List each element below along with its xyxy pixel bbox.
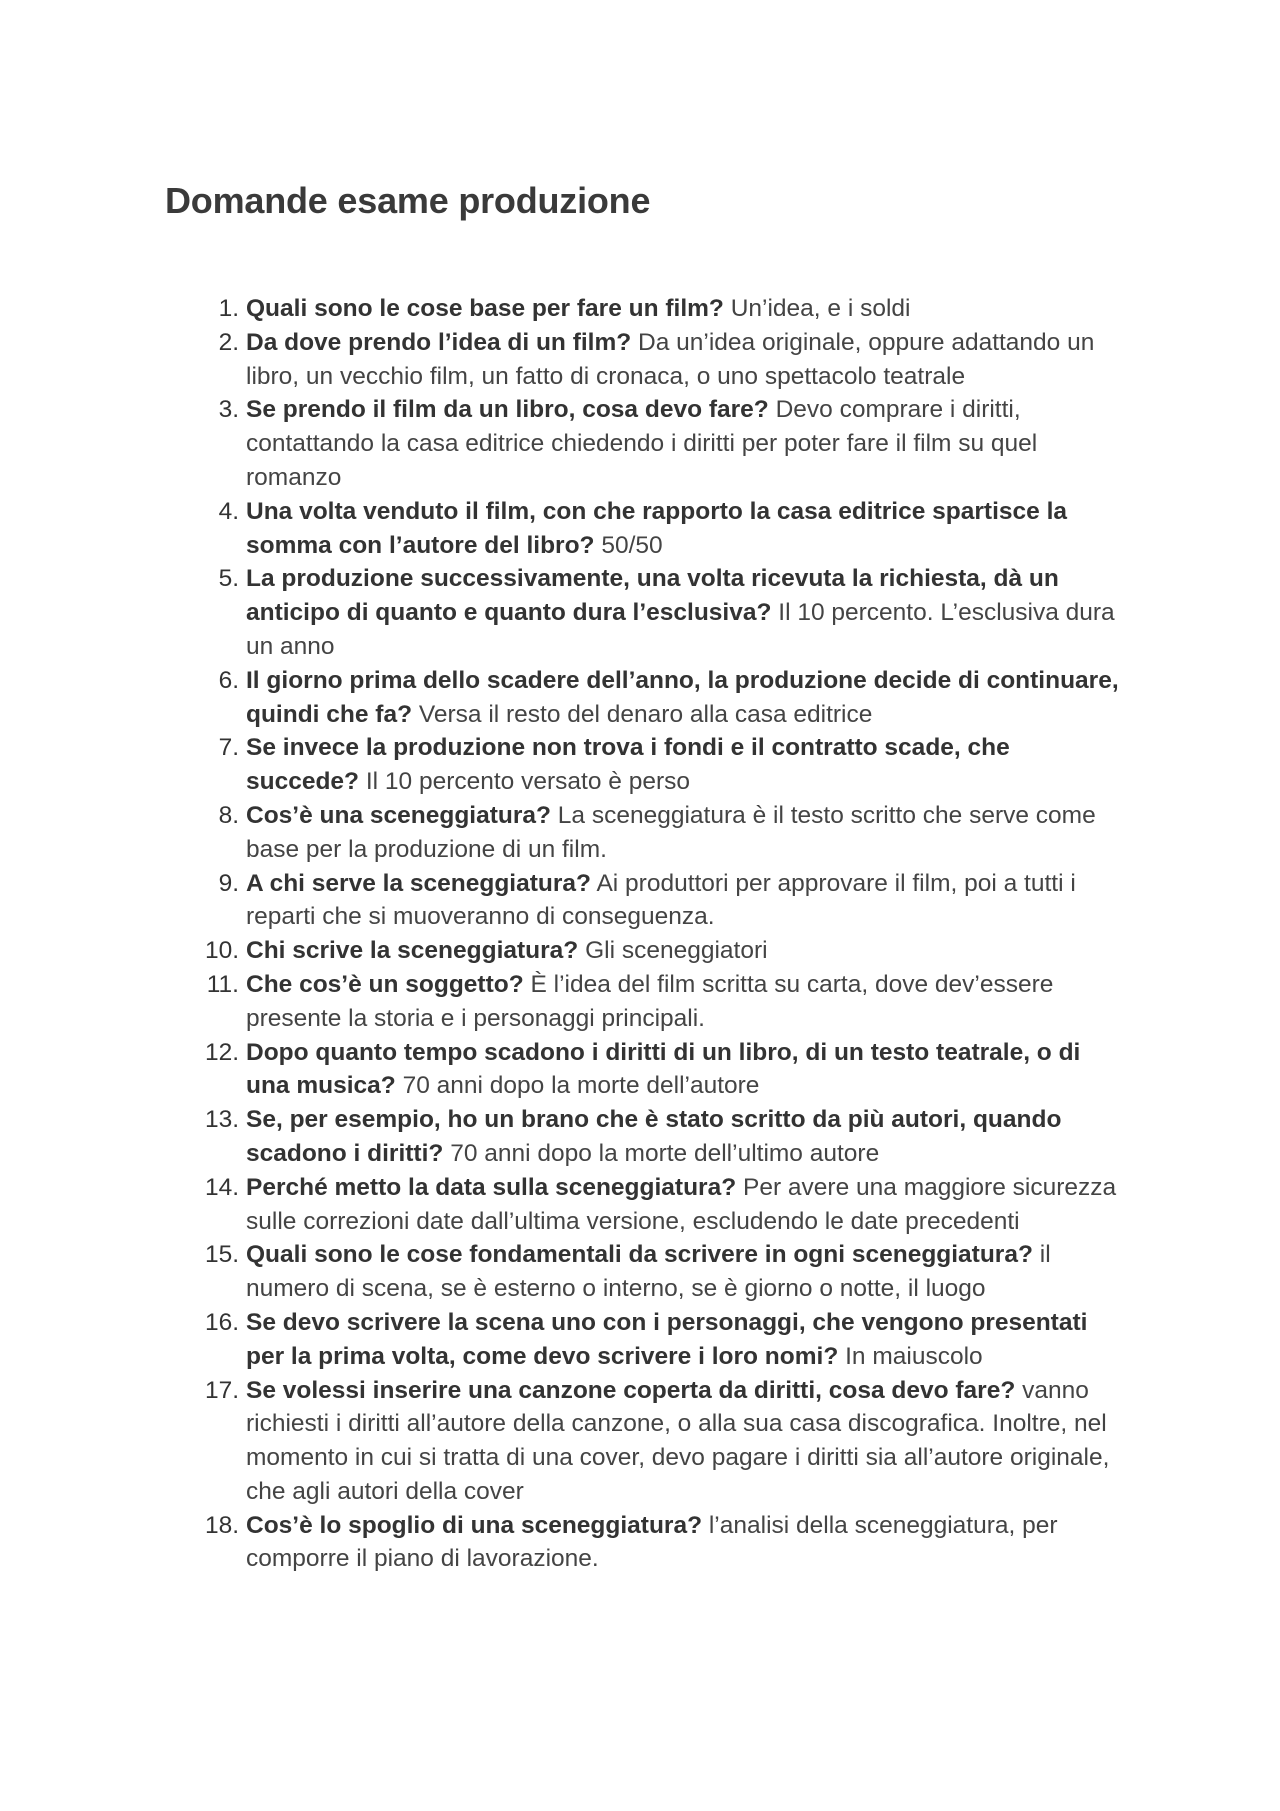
item-number: 2.: [218, 328, 239, 356]
item-number: 9.: [218, 869, 239, 897]
list-item: [218, 664, 1126, 732]
question-text: Se prendo il film da un libro, cosa devo fare?: [246, 396, 769, 424]
question-text: Dopo quanto tempo scadono i diritti di un libro, di un testo teatrale, o di una musica?: [246, 1038, 1081, 1100]
item-number: 17.: [204, 1376, 239, 1404]
answer-text: Versa il resto del denaro alla casa editrice: [418, 700, 873, 728]
item-number: 6.: [218, 666, 239, 694]
list-item: [204, 1171, 1126, 1239]
question-text: Quali sono le cose base per fare un film?: [246, 295, 724, 322]
item-number: 10.: [204, 937, 239, 965]
answer-text: In maiuscolo: [845, 1342, 983, 1370]
question-text: Se invece la produzione non trova i fondi e il contratto scade, che succede?: [246, 734, 1010, 796]
list-item: [218, 393, 1126, 494]
list-item: [218, 731, 1126, 799]
question-text: Il giorno prima dello scadere dell’anno, la produzione decide di continuare, quindi che fa?: [246, 666, 1119, 728]
list-item: [206, 968, 1126, 1036]
item-number: 15.: [204, 1241, 239, 1269]
list-item: [204, 1509, 1126, 1577]
answer-text: Gli sceneggiatori: [585, 937, 768, 965]
answer-text: Da un’idea originale, oppure adattando un libro, un vecchio film, un fatto di cronaca, o uno spettacolo teatrale: [246, 328, 1095, 390]
list-item: [218, 326, 1126, 394]
item-number: 8.: [218, 801, 239, 829]
page-title: Domande esame produzione: [165, 180, 651, 221]
list-item: [204, 1238, 1126, 1306]
answer-text: La sceneggiatura è il testo scritto che serve come base per la produzione di un film.: [246, 801, 1096, 863]
item-number: 7.: [218, 734, 239, 762]
item-number: 16.: [204, 1308, 239, 1336]
list-item: [218, 799, 1126, 867]
list-item: [204, 1306, 1126, 1374]
item-number: 4.: [218, 497, 239, 525]
answer-text: 50/50: [601, 531, 663, 559]
question-text: Se, per esempio, ho un brano che è stato scritto da più autori, quando scadono i diritti?: [246, 1106, 1062, 1167]
item-number: 1.: [218, 295, 239, 322]
question-text: Cos’è una sceneggiatura?: [246, 801, 551, 829]
question-text: Se volessi inserire una canzone coperta da diritti, cosa devo fare?: [246, 1376, 1016, 1404]
question-text: Da dove prendo l’idea di un film?: [246, 328, 632, 356]
answer-text: Il 10 percento. L’esclusiva dura un anno: [246, 599, 1115, 660]
answer-text: Il 10 percento versato è perso: [365, 768, 690, 796]
item-number: 5.: [218, 565, 239, 593]
question-text: Cos’è lo spoglio di una sceneggiatura?: [246, 1511, 703, 1539]
question-text: La produzione successivamente, una volta ricevuta la richiesta, dà un anticipo di quanto e quanto dura l’esclusiva?: [246, 565, 1059, 627]
answer-text: 70 anni dopo la morte dell’autore: [402, 1072, 760, 1100]
answer-text: Per avere una maggiore sicurezza sulle correzioni date dall’ultima versione, escludendo le date precedenti: [246, 1173, 1117, 1235]
answer-text: Un’idea, e i soldi: [730, 295, 911, 322]
question-text: Una volta venduto il film, con che rapporto la casa editrice spartisce la somma con l’autore del libro?: [246, 497, 1068, 559]
list-item: [204, 1036, 1126, 1104]
item-number: 12.: [204, 1038, 239, 1066]
answer-text: l’analisi della sceneggiatura, per comporre il piano di lavorazione.: [246, 1511, 1058, 1573]
answer-text: 70 anni dopo la morte dell’ultimo autore: [450, 1139, 880, 1167]
list-item: [218, 495, 1126, 563]
answer-text: È l’idea del film scritta su carta, dove dev’essere presente la storia e i personaggi principali.: [246, 970, 1054, 1032]
question-text: A chi serve la sceneggiatura?: [246, 869, 591, 897]
question-list: [204, 292, 1126, 1576]
answer-text: il numero di scena, se è esterno o interno, se è giorno o notte, il luogo: [246, 1241, 1051, 1303]
question-text: Chi scrive la sceneggiatura?: [246, 937, 579, 965]
list-item: [218, 292, 1126, 326]
item-number: 3.: [218, 396, 239, 424]
question-text: Se devo scrivere la scena uno con i personaggi, che vengono presentati per la prima volta, come devo scrivere i loro nomi?: [246, 1308, 1088, 1370]
list-item: [218, 562, 1126, 663]
question-text: Quali sono le cose fondamentali da scrivere in ogni sceneggiatura?: [246, 1241, 1033, 1269]
list-item: [204, 1374, 1126, 1509]
item-number: 14.: [204, 1173, 239, 1201]
question-text: Perché metto la data sulla sceneggiatura?: [246, 1173, 737, 1201]
question-text: Che cos’è un soggetto?: [246, 970, 524, 998]
list-item: [218, 867, 1126, 935]
list-item: [204, 1103, 1126, 1171]
list-item: [204, 934, 1126, 968]
item-number: 11.: [206, 970, 239, 998]
item-number: 18.: [204, 1511, 239, 1539]
answer-text: vanno richiesti i diritti all’autore della canzone, o alla sua casa discografica. Inoltre, nel momento in cui si tratta di una cover, devo pagare i diritti sia all’autore originale, che agli autori della cover: [246, 1376, 1110, 1505]
answer-text: Devo comprare i diritti, contattando la casa editrice chiedendo i diritti per poter fare il film su quel romanzo: [246, 396, 1038, 491]
answer-text: Ai produttori per approvare il film, poi a tutti i reparti che si muoveranno di conseguenza.: [246, 869, 1076, 931]
item-number: 13.: [204, 1106, 239, 1134]
